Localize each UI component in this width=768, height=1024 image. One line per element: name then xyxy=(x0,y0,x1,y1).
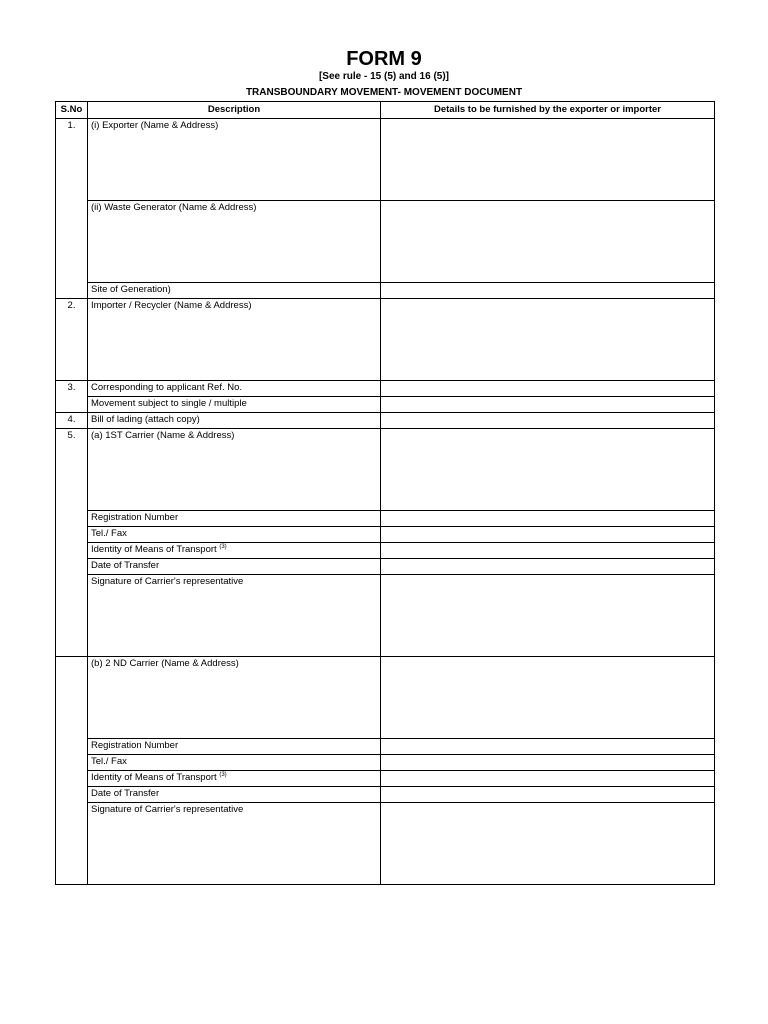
table-row xyxy=(56,771,715,787)
description-cell: Site of Generation) xyxy=(88,283,381,299)
first-carrier-transfer-date-field[interactable] xyxy=(381,559,715,575)
exporter-details-field[interactable] xyxy=(381,119,715,201)
movement-type-field[interactable] xyxy=(381,397,715,413)
table-row xyxy=(56,283,715,299)
description-cell: Tel./ Fax xyxy=(88,755,381,771)
table-row xyxy=(56,559,715,575)
description-cell: (a) 1ST Carrier (Name & Address) xyxy=(88,429,381,511)
form-title: FORM 9 xyxy=(346,48,422,70)
table-row xyxy=(56,381,715,397)
waste-generator-details-field[interactable] xyxy=(381,201,715,283)
footnote-marker: (3) xyxy=(219,543,227,550)
description-text: Identity of Means of Transport xyxy=(91,544,217,555)
description-cell: (i) Exporter (Name & Address) xyxy=(88,119,381,201)
bill-of-lading-field[interactable] xyxy=(381,413,715,429)
document-heading: TRANSBOUNDARY MOVEMENT- MOVEMENT DOCUMENT xyxy=(245,87,523,98)
description-cell: Date of Transfer xyxy=(88,559,381,575)
second-carrier-signature-field[interactable] xyxy=(381,803,715,885)
footnote-marker: (3) xyxy=(219,771,227,778)
description-cell: Registration Number xyxy=(88,511,381,527)
description-cell: Movement subject to single / multiple xyxy=(88,397,381,413)
second-carrier-tel-fax-field[interactable] xyxy=(381,755,715,771)
sno-cell: 1. xyxy=(56,119,88,299)
description-cell: Signature of Carrier's representative xyxy=(88,803,381,885)
table-row xyxy=(56,739,715,755)
ref-no-field[interactable] xyxy=(381,381,715,397)
description-cell: Signature of Carrier's representative xyxy=(88,575,381,657)
description-cell: (b) 2 ND Carrier (Name & Address) xyxy=(88,657,381,739)
description-cell: (ii) Waste Generator (Name & Address) xyxy=(88,201,381,283)
first-carrier-signature-field[interactable] xyxy=(381,575,715,657)
table-row xyxy=(56,527,715,543)
sno-cell: 3. xyxy=(56,381,88,413)
table-row xyxy=(56,299,715,381)
rule-reference: [See rule - 15 (5) and 16 (5)] xyxy=(318,71,450,82)
first-carrier-registration-field[interactable] xyxy=(381,511,715,527)
table-row xyxy=(56,575,715,657)
table-row xyxy=(56,803,715,885)
sno-cell: 2. xyxy=(56,299,88,381)
table-row xyxy=(56,413,715,429)
table-row xyxy=(56,543,715,559)
description-cell: Tel./ Fax xyxy=(88,527,381,543)
second-carrier-details-field[interactable] xyxy=(381,657,715,739)
sno-cell xyxy=(56,657,88,885)
table-row xyxy=(56,201,715,283)
description-cell: Registration Number xyxy=(88,739,381,755)
sno-cell: 4. xyxy=(56,413,88,429)
first-carrier-transport-identity-field[interactable] xyxy=(381,543,715,559)
table-header-row xyxy=(56,102,715,119)
second-carrier-registration-field[interactable] xyxy=(381,739,715,755)
description-cell xyxy=(88,771,381,787)
description-text: Identity of Means of Transport xyxy=(91,772,217,783)
table-row xyxy=(56,787,715,803)
column-header-description: Description xyxy=(88,102,381,119)
first-carrier-tel-fax-field[interactable] xyxy=(381,527,715,543)
column-header-sno: S.No xyxy=(56,102,88,119)
description-cell: Date of Transfer xyxy=(88,787,381,803)
importer-details-field[interactable] xyxy=(381,299,715,381)
table-row xyxy=(56,755,715,771)
table-row xyxy=(56,657,715,739)
sno-cell: 5. xyxy=(56,429,88,657)
first-carrier-details-field[interactable] xyxy=(381,429,715,511)
description-cell: Corresponding to applicant Ref. No. xyxy=(88,381,381,397)
second-carrier-transfer-date-field[interactable] xyxy=(381,787,715,803)
movement-document-table xyxy=(55,101,715,885)
column-header-details: Details to be furnished by the exporter or importer xyxy=(381,102,715,119)
table-row xyxy=(56,397,715,413)
table-row xyxy=(56,511,715,527)
description-cell: Bill of lading (attach copy) xyxy=(88,413,381,429)
second-carrier-transport-identity-field[interactable] xyxy=(381,771,715,787)
table-row xyxy=(56,119,715,201)
site-of-generation-field[interactable] xyxy=(381,283,715,299)
description-cell: Importer / Recycler (Name & Address) xyxy=(88,299,381,381)
description-cell xyxy=(88,543,381,559)
table-row xyxy=(56,429,715,511)
